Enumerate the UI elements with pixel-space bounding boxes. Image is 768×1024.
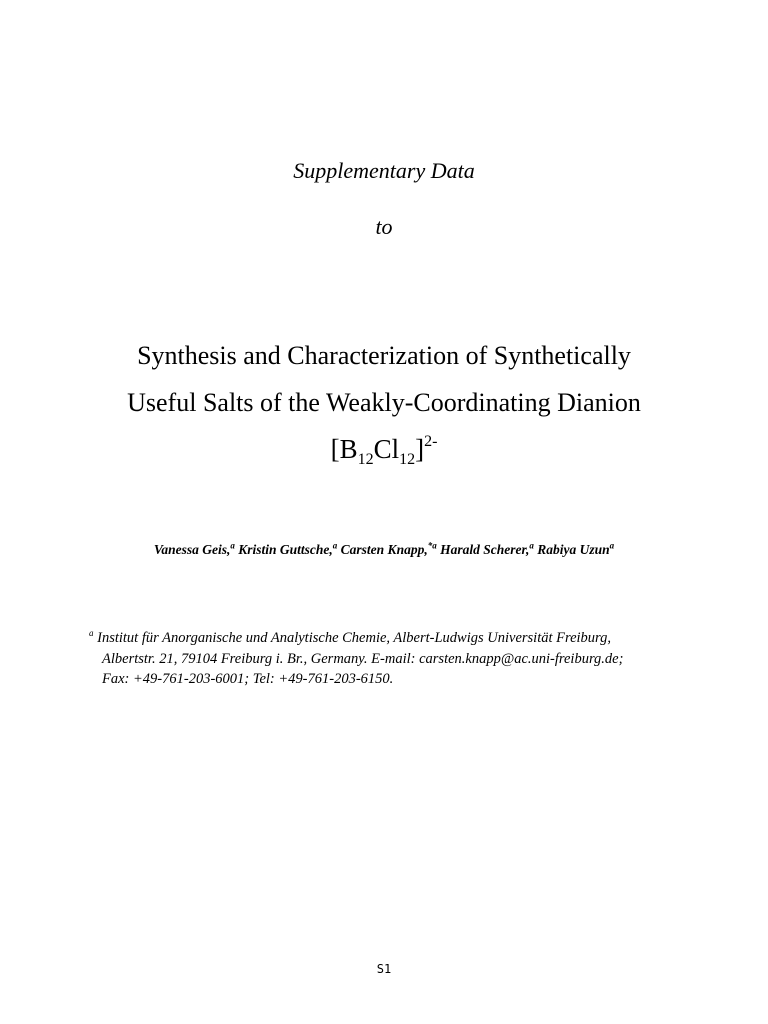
author: Vanessa Geis,$^a$ <box>153 540 235 557</box>
formula-subscript-cl: 12 <box>399 451 416 468</box>
formula-close: ] <box>415 434 425 464</box>
title-line-2: Useful Salts of the Weakly-Coordinating Dianion <box>127 388 641 417</box>
author-list <box>0 542 768 558</box>
author: Rabiya Uzun$^a$ <box>537 540 615 557</box>
affiliation-mark: a <box>89 628 94 639</box>
affiliation <box>89 628 729 690</box>
formula-cl: Cl <box>373 434 400 464</box>
author: Harald Scherer,$^a$ <box>440 540 534 557</box>
affiliation-line-2: Albertstr. 21, 79104 Freiburg i. Br., Germany. E-mail: carsten.knapp@ac.uni-freiburg.de; <box>102 650 624 667</box>
title-line-1: Synthesis and Characterization of Synthetically <box>137 341 631 370</box>
page-number: S1 <box>376 962 392 976</box>
author: Carsten Knapp,$^{*a}$ <box>340 540 437 557</box>
author: Kristin Guttsche,$^a$ <box>238 540 338 557</box>
affiliation-line-3: Fax: +49-761-203-6001; Tel: +49-761-203-6150. <box>102 671 394 687</box>
supplementary-heading: Supplementary Data <box>293 158 475 183</box>
title-formula <box>0 433 768 468</box>
formula-open: [B <box>330 434 358 464</box>
formula-charge: 2- <box>424 433 438 450</box>
formula-subscript-b: 12 <box>357 451 374 468</box>
affiliation-line-1: Institut für Anorganische und Analytische Chemie, Albert-Ludwigs Universität Freiburg, <box>97 630 612 646</box>
to-heading: to <box>375 214 393 239</box>
